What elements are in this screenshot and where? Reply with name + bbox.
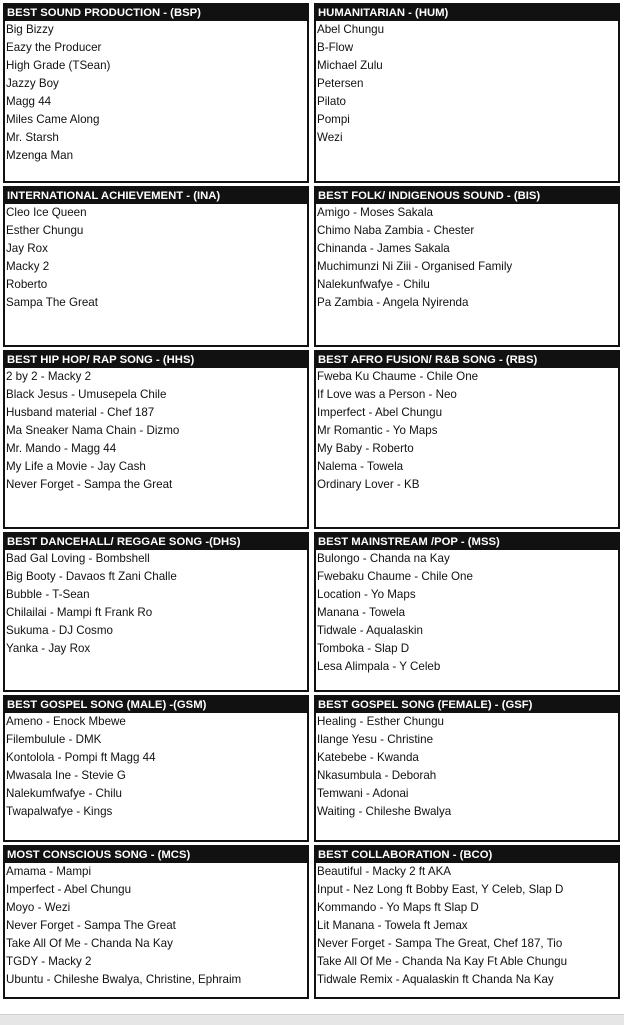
nominee-item: Macky 2 <box>6 260 50 273</box>
category-box <box>314 845 620 999</box>
nominee-item: Yanka - Jay Rox <box>6 642 91 655</box>
nominee-list <box>316 204 618 312</box>
category-title: BEST GOSPEL SONG (MALE) -(GSM) <box>5 697 307 713</box>
nominee-list <box>5 713 307 821</box>
nominee-item: Manana - Towela <box>317 606 406 619</box>
nominee-item: Esther Chungu <box>6 224 84 237</box>
nominee-item: Mr. Mando - Magg 44 <box>6 442 117 455</box>
nominee-item: Michael Zulu <box>317 59 383 72</box>
nominee-item: Ilange Yesu - Christine <box>317 733 434 746</box>
nominee-item: Take All Of Me - Chanda Na Kay Ft Able Chungu <box>317 955 568 968</box>
nominee-item: My Life a Movie - Jay Cash <box>6 460 146 473</box>
category-title: BEST DANCEHALL/ REGGAE SONG -(DHS) <box>5 534 307 550</box>
nominee-item: Abel Chungu <box>317 23 385 36</box>
page-bottom-divider <box>0 1014 624 1025</box>
nominations-grid <box>3 3 620 991</box>
nominee-item: Temwani - Adonai <box>317 787 409 800</box>
nominee-item: Mr Romantic - Yo Maps <box>317 424 438 437</box>
nominee-item: Husband material - Chef 187 <box>6 406 155 419</box>
nominee-item: Never Forget - Sampa The Great, Chef 187, Tio <box>317 937 563 950</box>
category-box <box>3 532 309 692</box>
nominee-item: Big Bizzy <box>6 23 54 36</box>
nominee-item: Eazy the Producer <box>6 41 102 54</box>
nominee-item: Filembulule - DMK <box>6 733 102 746</box>
nominee-item: Chimo Naba Zambia - Chester <box>317 224 475 237</box>
nominee-list <box>316 550 618 676</box>
nominee-item: Chinanda - James Sakala <box>317 242 450 255</box>
nominee-list <box>316 21 618 147</box>
category-box <box>314 186 620 347</box>
nominee-item: TGDY - Macky 2 <box>6 955 92 968</box>
category-box <box>314 350 620 529</box>
nominee-item: Muchimunzi Ni Ziii - Organised Family <box>317 260 513 273</box>
nominee-item: Input - Nez Long ft Bobby East, Y Celeb, Slap D <box>317 883 564 896</box>
category-title: BEST GOSPEL SONG (FEMALE) - (GSF) <box>316 697 618 713</box>
nominee-list <box>5 204 307 312</box>
nominee-item: Amigo - Moses Sakala <box>317 206 433 219</box>
nominee-item: Imperfect - Abel Chungu <box>317 406 443 419</box>
nominee-item: Bad Gal Loving - Bombshell <box>6 552 150 565</box>
nominee-list <box>5 863 307 989</box>
category-title: BEST AFRO FUSION/ R&B SONG - (RBS) <box>316 352 618 368</box>
nominee-item: Tomboka - Slap D <box>317 642 410 655</box>
nominee-item: Beautiful - Macky 2 ft AKA <box>317 865 452 878</box>
nominee-item: Twapalwafye - Kings <box>6 805 113 818</box>
nominee-item: Petersen <box>317 77 364 90</box>
nominee-item: Black Jesus - Umusepela Chile <box>6 388 167 401</box>
nominee-item: Nalekunfwafye - Chilu <box>317 278 430 291</box>
nominee-item: Fwebaku Chaume - Chile One <box>317 570 473 583</box>
nominee-item: Chilailai - Mampi ft Frank Ro <box>6 606 153 619</box>
nominee-item: Ma Sneaker Nama Chain - Dizmo <box>6 424 180 437</box>
nominee-item: Pa Zambia - Angela Nyirenda <box>317 296 469 309</box>
nominee-item: Ubuntu - Chileshe Bwalya, Christine, Ephraim <box>6 973 242 986</box>
category-box <box>3 186 309 347</box>
nominee-list <box>316 368 618 494</box>
nominee-item: Cleo Ice Queen <box>6 206 87 219</box>
category-title: HUMANITARIAN - (HUM) <box>316 5 618 21</box>
nominee-item: Tidwale - Aqualaskin <box>317 624 423 637</box>
category-title: MOST CONSCIOUS SONG - (MCS) <box>5 847 307 863</box>
nominee-item: Nalekumfwafye - Chilu <box>6 787 122 800</box>
nominee-item: Big Booty - Davaos ft Zani Challe <box>6 570 177 583</box>
nominee-list <box>5 368 307 494</box>
category-box <box>3 350 309 529</box>
category-title: BEST HIP HOP/ RAP SONG - (HHS) <box>5 352 307 368</box>
nominee-list <box>316 863 618 989</box>
nominee-item: Roberto <box>6 278 48 291</box>
nominee-item: Wezi <box>317 131 343 144</box>
category-box <box>314 3 620 183</box>
nominee-item: Mr. Starsh <box>6 131 59 144</box>
nominee-item: Pompi <box>317 113 350 126</box>
nominee-item: Fweba Ku Chaume - Chile One <box>317 370 479 383</box>
nominee-item: Kommando - Yo Maps ft Slap D <box>317 901 479 914</box>
nominee-list <box>5 550 307 658</box>
nominee-item: B-Flow <box>317 41 354 54</box>
nominee-item: Pilato <box>317 95 347 108</box>
category-title: BEST SOUND PRODUCTION - (BSP) <box>5 5 307 21</box>
category-box <box>3 3 309 183</box>
nominee-item: Sukuma - DJ Cosmo <box>6 624 113 637</box>
nominee-item: Sampa The Great <box>6 296 98 309</box>
category-box <box>314 532 620 692</box>
nominee-item: Jay Rox <box>6 242 48 255</box>
nominee-item: Mzenga Man <box>6 149 74 162</box>
nominee-item: Never Forget - Sampa The Great <box>6 919 176 932</box>
nominee-item: Miles Came Along <box>6 113 100 126</box>
nominee-item: Lesa Alimpala - Y Celeb <box>317 660 441 673</box>
nominee-item: Jazzy Boy <box>6 77 59 90</box>
nominee-item: Kontolola - Pompi ft Magg 44 <box>6 751 156 764</box>
category-title: BEST COLLABORATION - (BCO) <box>316 847 618 863</box>
nominee-item: Amama - Mampi <box>6 865 92 878</box>
nominee-item: Katebebe - Kwanda <box>317 751 419 764</box>
nominee-list <box>5 21 307 165</box>
nominee-item: Mwasala Ine - Stevie G <box>6 769 126 782</box>
nominee-item: High Grade (TSean) <box>6 59 111 72</box>
nominee-item: If Love was a Person - Neo <box>317 388 457 401</box>
nominee-item: My Baby - Roberto <box>317 442 414 455</box>
nominee-item: Bulongo - Chanda na Kay <box>317 552 450 565</box>
nominee-item: Location - Yo Maps <box>317 588 416 601</box>
category-box <box>3 695 309 842</box>
nominee-item: Healing - Esther Chungu <box>317 715 444 728</box>
nominee-item: 2 by 2 - Macky 2 <box>6 370 92 383</box>
nominee-item: Moyo - Wezi <box>6 901 71 914</box>
nominee-item: Ameno - Enock Mbewe <box>6 715 126 728</box>
nominee-item: Lit Manana - Towela ft Jemax <box>317 919 468 932</box>
nominee-item: Nkasumbula - Deborah <box>317 769 437 782</box>
nominee-item: Waiting - Chileshe Bwalya <box>317 805 452 818</box>
nominee-item: Nalema - Towela <box>317 460 404 473</box>
category-title: BEST FOLK/ INDIGENOUS SOUND - (BIS) <box>316 188 618 204</box>
nominee-item: Never Forget - Sampa the Great <box>6 478 173 491</box>
nominee-item: Bubble - T-Sean <box>6 588 90 601</box>
category-title: BEST MAINSTREAM /POP - (MSS) <box>316 534 618 550</box>
nominee-item: Ordinary Lover - KB <box>317 478 420 491</box>
nominee-item: Take All Of Me - Chanda Na Kay <box>6 937 173 950</box>
category-title: INTERNATIONAL ACHIEVEMENT - (INA) <box>5 188 307 204</box>
nominee-item: Imperfect - Abel Chungu <box>6 883 132 896</box>
category-box <box>3 845 309 999</box>
nominee-list <box>316 713 618 821</box>
nominee-item: Magg 44 <box>6 95 52 108</box>
category-box <box>314 695 620 842</box>
nominee-item: Tidwale Remix - Aqualaskin ft Chanda Na Kay <box>317 973 554 986</box>
